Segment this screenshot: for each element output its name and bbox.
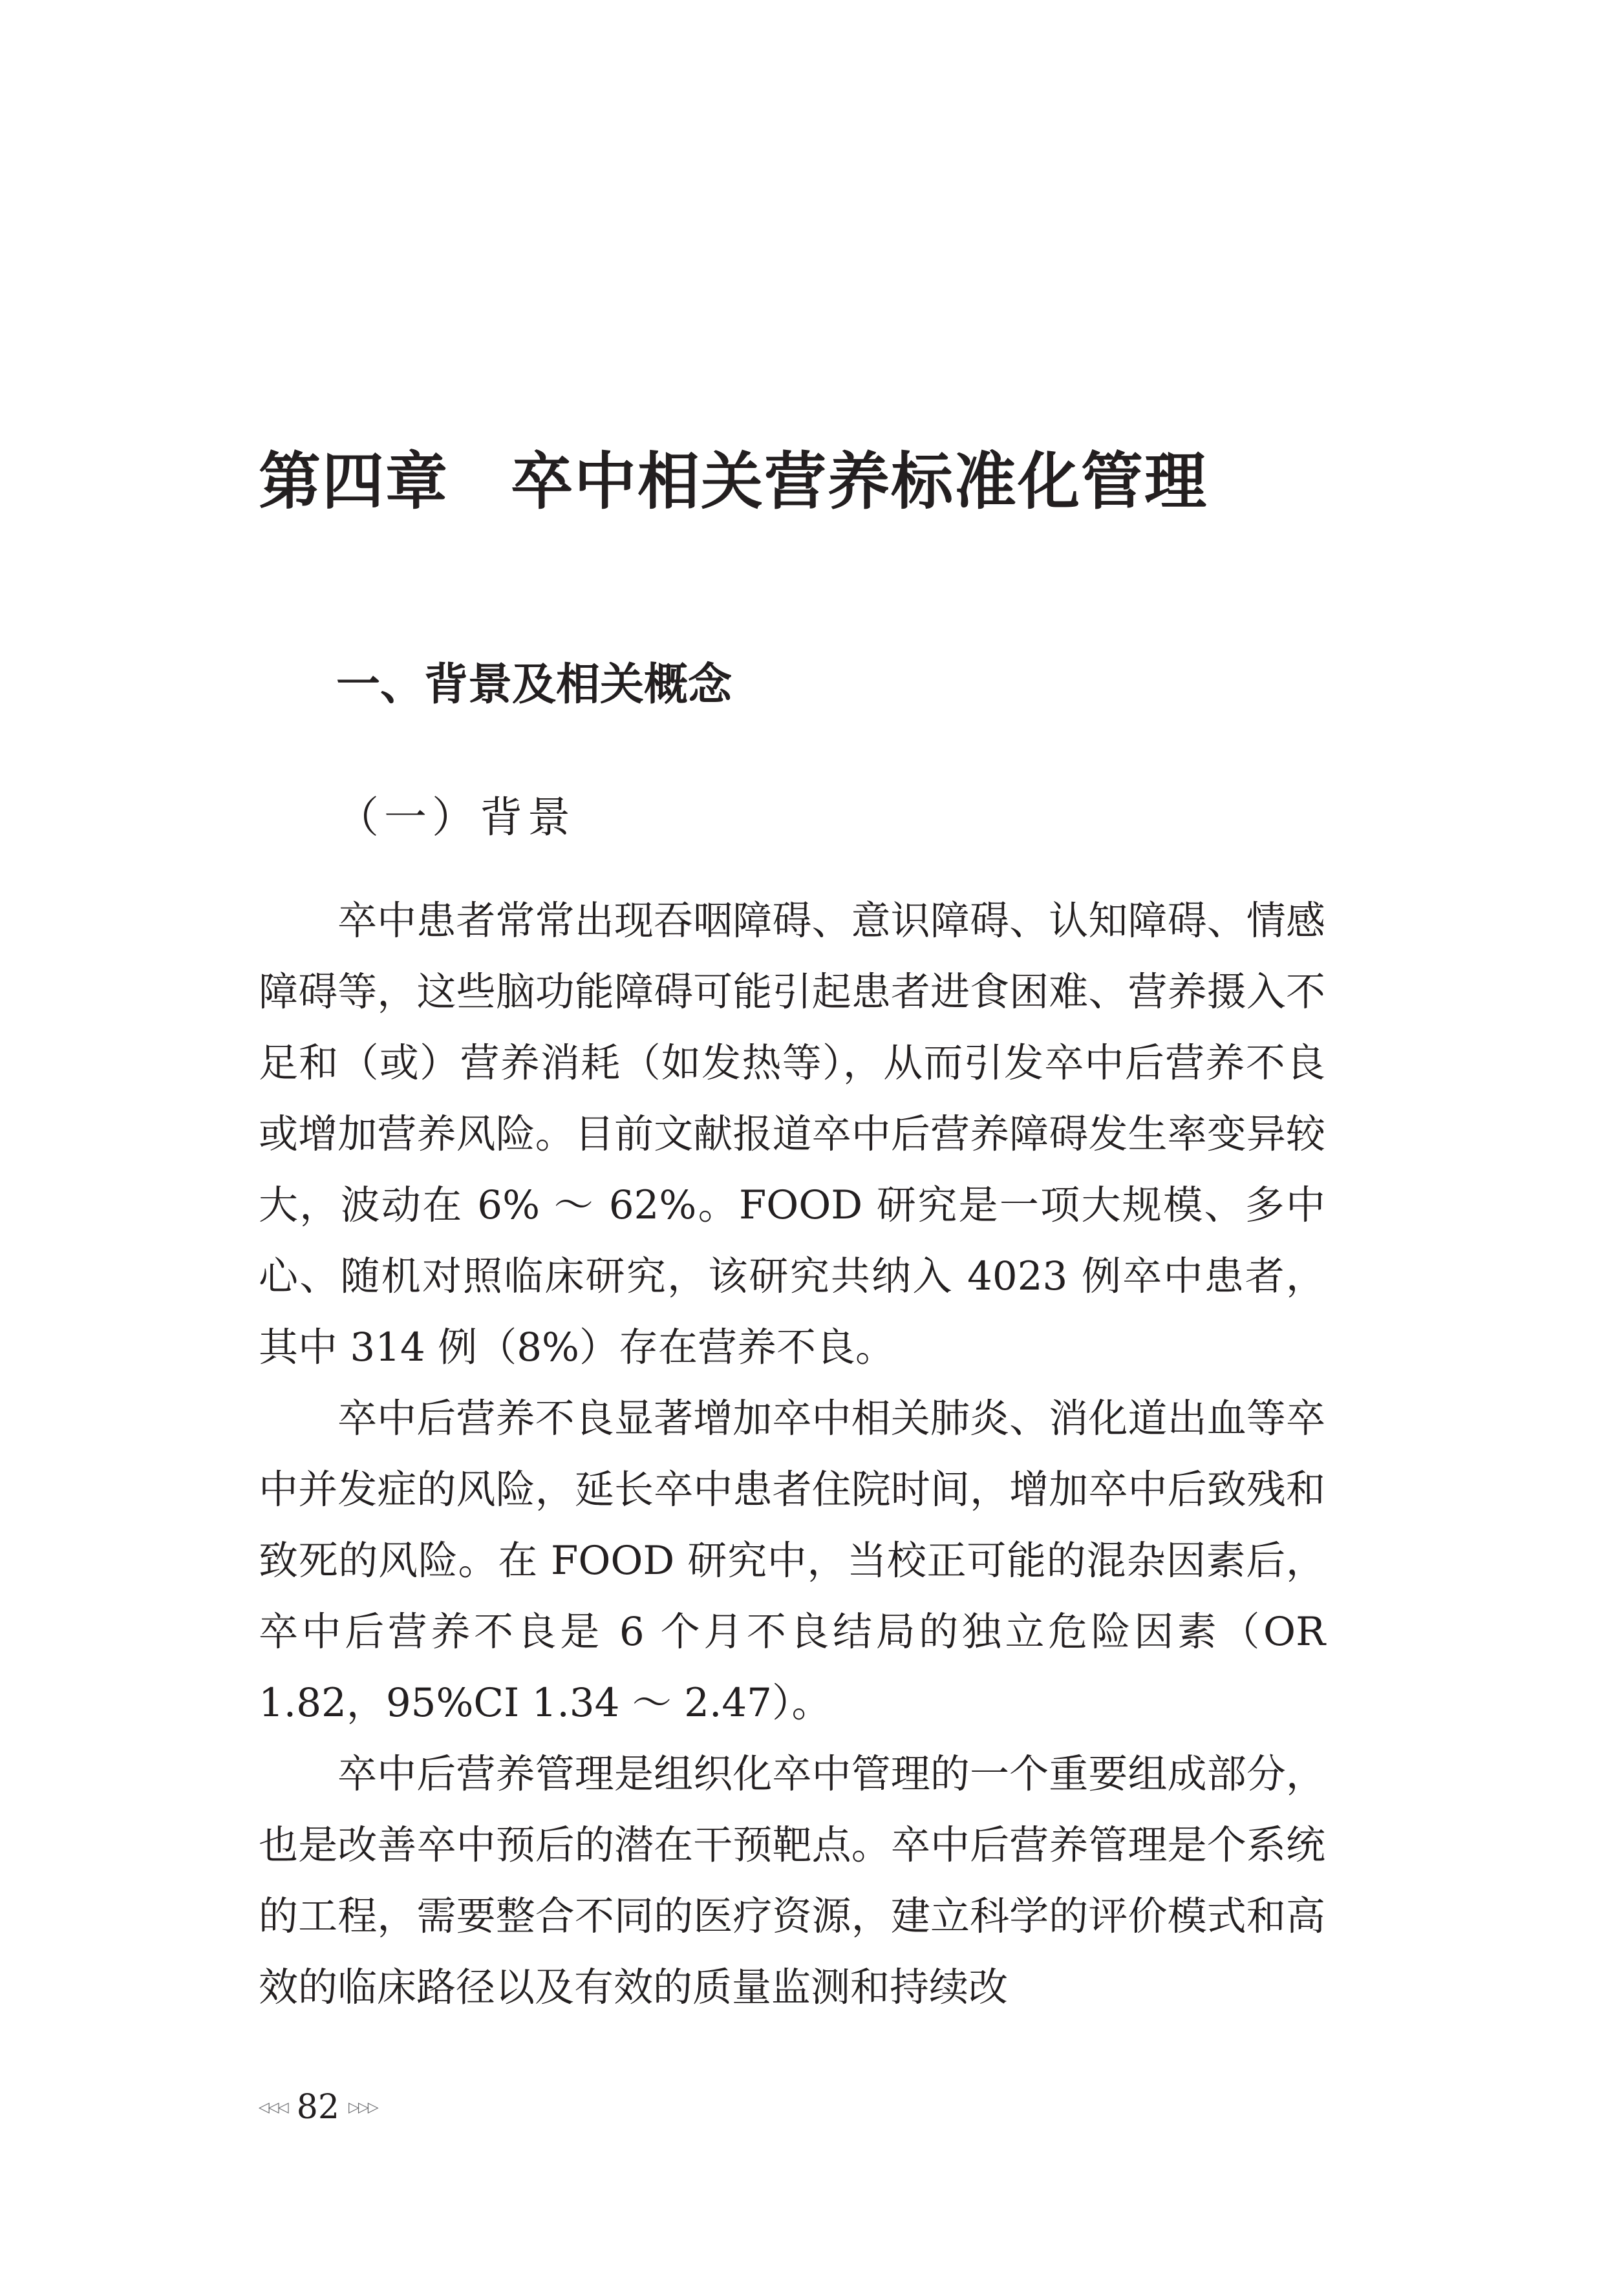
chapter-number-label: 第四章: [259, 445, 449, 518]
page-footer: [259, 2081, 378, 2133]
page-number: 82: [296, 2088, 339, 2127]
chapter-title-text: 卒中相关营养标准化管理: [511, 445, 1208, 518]
left-arrows-icon: ◁◁◁: [259, 2099, 288, 2116]
section-heading: 一、背景及相关概念: [336, 659, 732, 710]
body-text: [259, 886, 1325, 2023]
right-arrows-icon: ▷▷▷: [348, 2099, 378, 2116]
subsection-heading: （一）背景: [336, 792, 575, 842]
paragraph-2: 卒中后营养不良显著增加卒中相关肺炎、消化道出血等卒中并发症的风险，延长卒中患者住院时间，增加卒中后致残和致死的风险。在 FOOD 研究中，当校正可能的混杂因素后，卒中后营养不良是 6 个月不良结局的独立危险因素（OR 1.82，95%CI 1.34 ～ 2.47）。: [259, 1396, 1325, 1726]
chapter-title: [259, 440, 1345, 524]
paragraph-1: 卒中患者常常出现吞咽障碍、意识障碍、认知障碍、情感障碍等，这些脑功能障碍可能引起患者进食困难、营养摄入不足和（或）营养消耗（如发热等），从而引发卒中后营养不良或增加营养风险。目前文献报道卒中后营养障碍发生率变异较大，波动在 6% ～ 62%。FOOD 研究是一项大规模、多中心、随机对照临床研究，该研究共纳入 4023 例卒中患者，其中 314 例（8%）存在营养不良。: [259, 898, 1325, 1370]
paragraph-3: 卒中后营养管理是组织化卒中管理的一个重要组成部分，也是改善卒中预后的潜在干预靶点。卒中后营养管理是个系统的工程，需要整合不同的医疗资源，建立科学的评价模式和高效的临床路径以及有效的质量监测和持续改: [259, 1751, 1325, 2010]
